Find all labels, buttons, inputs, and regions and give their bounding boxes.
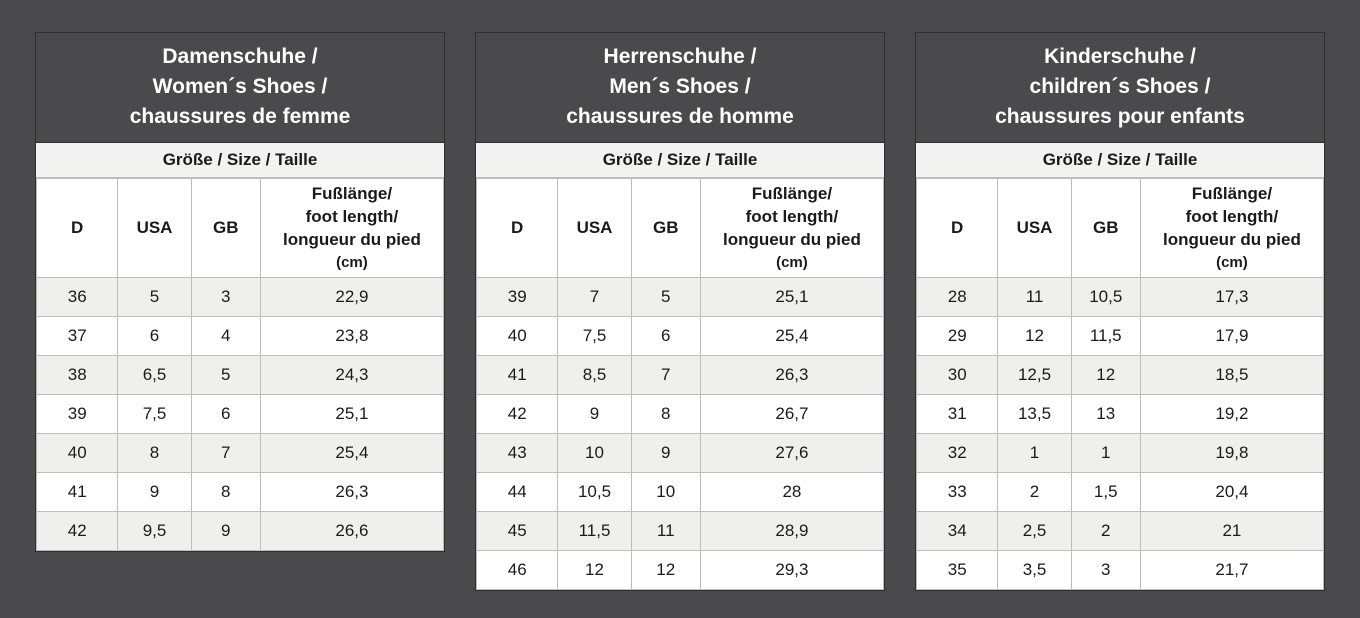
- table-header-row: [917, 179, 1324, 278]
- foot-length-line-1: Fußlänge/: [751, 184, 833, 203]
- cell-usa: 8: [118, 434, 191, 473]
- cell-d: 39: [477, 278, 558, 317]
- cell-usa: 1: [998, 434, 1071, 473]
- table-row: [37, 473, 444, 512]
- table-womens: [36, 178, 444, 551]
- cell-d: 40: [477, 317, 558, 356]
- cell-gb: 3: [191, 278, 260, 317]
- foot-length-line-3: longueur du pied: [282, 230, 421, 249]
- cell-length: 26,7: [700, 395, 883, 434]
- column-header-d: D: [37, 179, 118, 278]
- cell-length: 25,1: [260, 395, 443, 434]
- cell-gb: 5: [191, 356, 260, 395]
- cell-d: 41: [477, 356, 558, 395]
- cell-d: 32: [917, 434, 998, 473]
- title-line-3: chaussures de homme: [566, 105, 794, 128]
- table-row: [477, 551, 884, 590]
- cell-d: 34: [917, 512, 998, 551]
- cell-length: 27,6: [700, 434, 883, 473]
- foot-length-line-3: longueur du pied: [722, 230, 861, 249]
- cell-length: 29,3: [700, 551, 883, 590]
- title-line-1: Damenschuhe /: [162, 45, 318, 68]
- table-row: [917, 434, 1324, 473]
- table-row: [37, 317, 444, 356]
- cell-length: 21: [1140, 512, 1323, 551]
- table-title-mens: [476, 33, 884, 143]
- table-row: [37, 278, 444, 317]
- cell-usa: 12,5: [998, 356, 1071, 395]
- cell-gb: 5: [631, 278, 700, 317]
- cell-usa: 12: [998, 317, 1071, 356]
- title-line-1: Kinderschuhe /: [1044, 45, 1196, 68]
- cell-d: 30: [917, 356, 998, 395]
- cell-usa: 7,5: [118, 395, 191, 434]
- cell-gb: 8: [631, 395, 700, 434]
- foot-length-unit: (cm): [776, 254, 808, 271]
- cell-usa: 13,5: [998, 395, 1071, 434]
- table-mens: [476, 178, 884, 590]
- cell-gb: 12: [1071, 356, 1140, 395]
- table-subheader-childrens: Größe / Size / Taille: [916, 143, 1324, 178]
- column-header-usa: USA: [118, 179, 191, 278]
- table-row: [917, 551, 1324, 590]
- cell-d: 39: [37, 395, 118, 434]
- foot-length-line-1: Fußlänge/: [1191, 184, 1273, 203]
- table-row: [917, 356, 1324, 395]
- cell-gb: 2: [1071, 512, 1140, 551]
- table-childrens: [916, 178, 1324, 590]
- cell-d: 42: [477, 395, 558, 434]
- cell-usa: 10,5: [558, 473, 631, 512]
- cell-d: 42: [37, 512, 118, 551]
- cell-d: 43: [477, 434, 558, 473]
- table-row: [37, 395, 444, 434]
- column-header-gb: GB: [1071, 179, 1140, 278]
- cell-gb: 12: [631, 551, 700, 590]
- cell-length: 19,8: [1140, 434, 1323, 473]
- table-row: [917, 473, 1324, 512]
- title-line-3: chaussures de femme: [129, 105, 351, 128]
- cell-length: 26,6: [260, 512, 443, 551]
- table-title-womens: [36, 33, 444, 143]
- column-header-foot-length: [260, 179, 443, 278]
- cell-gb: 13: [1071, 395, 1140, 434]
- table-row: [477, 278, 884, 317]
- table-row: [477, 434, 884, 473]
- foot-length-line-2: foot length/: [305, 207, 399, 226]
- cell-length: 22,9: [260, 278, 443, 317]
- table-header-row: [37, 179, 444, 278]
- foot-length-unit: (cm): [336, 254, 368, 271]
- foot-length-line-2: foot length/: [1185, 207, 1279, 226]
- cell-gb: 7: [631, 356, 700, 395]
- cell-d: 28: [917, 278, 998, 317]
- cell-length: 24,3: [260, 356, 443, 395]
- cell-usa: 10: [558, 434, 631, 473]
- table-row: [37, 356, 444, 395]
- cell-usa: 11,5: [558, 512, 631, 551]
- cell-d: 41: [37, 473, 118, 512]
- column-header-d: D: [477, 179, 558, 278]
- title-line-2: Men´s Shoes /: [609, 75, 751, 98]
- size-table-mens: [475, 32, 885, 591]
- cell-length: 25,4: [260, 434, 443, 473]
- cell-d: 40: [37, 434, 118, 473]
- cell-d: 37: [37, 317, 118, 356]
- table-row: [477, 473, 884, 512]
- cell-gb: 11: [631, 512, 700, 551]
- cell-d: 29: [917, 317, 998, 356]
- foot-length-line-3: longueur du pied: [1162, 230, 1301, 249]
- table-row: [37, 512, 444, 551]
- column-header-gb: GB: [191, 179, 260, 278]
- title-line-2: children´s Shoes /: [1029, 75, 1211, 98]
- size-table-womens: [35, 32, 445, 552]
- cell-gb: 3: [1071, 551, 1140, 590]
- table-row: [917, 278, 1324, 317]
- cell-gb: 6: [631, 317, 700, 356]
- cell-d: 44: [477, 473, 558, 512]
- table-row: [917, 317, 1324, 356]
- cell-length: 25,4: [700, 317, 883, 356]
- title-line-2: Women´s Shoes /: [152, 75, 328, 98]
- cell-usa: 6: [118, 317, 191, 356]
- foot-length-line-2: foot length/: [745, 207, 839, 226]
- cell-length: 20,4: [1140, 473, 1323, 512]
- cell-length: 26,3: [700, 356, 883, 395]
- size-table-childrens: [915, 32, 1325, 591]
- title-line-3: chaussures pour enfants: [995, 105, 1245, 128]
- cell-d: 31: [917, 395, 998, 434]
- cell-d: 35: [917, 551, 998, 590]
- cell-usa: 2,5: [998, 512, 1071, 551]
- cell-d: 45: [477, 512, 558, 551]
- cell-length: 19,2: [1140, 395, 1323, 434]
- cell-length: 21,7: [1140, 551, 1323, 590]
- cell-usa: 11: [998, 278, 1071, 317]
- cell-usa: 9: [118, 473, 191, 512]
- table-row: [477, 317, 884, 356]
- cell-d: 36: [37, 278, 118, 317]
- column-header-usa: USA: [558, 179, 631, 278]
- table-row: [917, 395, 1324, 434]
- cell-usa: 7: [558, 278, 631, 317]
- table-subheader-womens: Größe / Size / Taille: [36, 143, 444, 178]
- cell-gb: 1,5: [1071, 473, 1140, 512]
- cell-length: 17,3: [1140, 278, 1323, 317]
- title-line-1: Herrenschuhe /: [603, 45, 757, 68]
- table-row: [477, 395, 884, 434]
- cell-gb: 9: [191, 512, 260, 551]
- cell-gb: 8: [191, 473, 260, 512]
- column-header-foot-length: [700, 179, 883, 278]
- cell-gb: 9: [631, 434, 700, 473]
- cell-usa: 7,5: [558, 317, 631, 356]
- cell-gb: 10: [631, 473, 700, 512]
- cell-d: 38: [37, 356, 118, 395]
- cell-length: 28,9: [700, 512, 883, 551]
- column-header-gb: GB: [631, 179, 700, 278]
- cell-gb: 7: [191, 434, 260, 473]
- table-title-childrens: [916, 33, 1324, 143]
- foot-length-line-1: Fußlänge/: [311, 184, 393, 203]
- cell-d: 33: [917, 473, 998, 512]
- table-subheader-mens: Größe / Size / Taille: [476, 143, 884, 178]
- cell-gb: 6: [191, 395, 260, 434]
- cell-length: 23,8: [260, 317, 443, 356]
- cell-usa: 2: [998, 473, 1071, 512]
- cell-usa: 8,5: [558, 356, 631, 395]
- cell-length: 17,9: [1140, 317, 1323, 356]
- cell-usa: 3,5: [998, 551, 1071, 590]
- foot-length-unit: (cm): [1216, 254, 1248, 271]
- table-row: [917, 512, 1324, 551]
- table-row: [477, 512, 884, 551]
- column-header-d: D: [917, 179, 998, 278]
- cell-gb: 1: [1071, 434, 1140, 473]
- cell-length: 18,5: [1140, 356, 1323, 395]
- cell-usa: 6,5: [118, 356, 191, 395]
- cell-gb: 10,5: [1071, 278, 1140, 317]
- cell-usa: 5: [118, 278, 191, 317]
- table-row: [37, 434, 444, 473]
- cell-usa: 12: [558, 551, 631, 590]
- cell-gb: 11,5: [1071, 317, 1140, 356]
- table-row: [477, 356, 884, 395]
- cell-length: 26,3: [260, 473, 443, 512]
- cell-d: 46: [477, 551, 558, 590]
- cell-usa: 9,5: [118, 512, 191, 551]
- table-header-row: [477, 179, 884, 278]
- cell-length: 28: [700, 473, 883, 512]
- cell-gb: 4: [191, 317, 260, 356]
- cell-usa: 9: [558, 395, 631, 434]
- column-header-foot-length: [1140, 179, 1323, 278]
- cell-length: 25,1: [700, 278, 883, 317]
- column-header-usa: USA: [998, 179, 1071, 278]
